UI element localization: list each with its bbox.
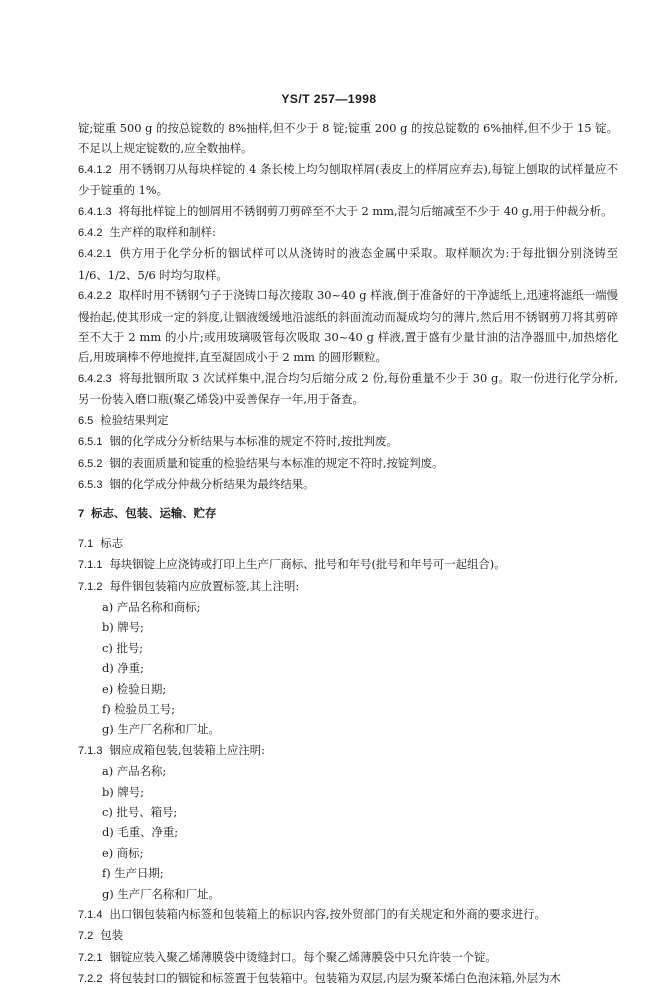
clause-6-4-1-3: [78, 201, 618, 222]
clause-text: 将每批铟所取 3 次试样集中,混合均匀后缩分成 2 份,每份重量不少于 30 g。取一份进行化学分析,另一份装入磨口瓶(聚乙烯袋)中妥善保存一年,用于备查。: [78, 370, 618, 407]
clause-text: 出口铟包装箱内标签和包装箱上的标识内容,按外贸部门的有关规定和外商的要求进行。: [109, 907, 546, 922]
clause-text: 将包装封口的铟锭和标签置于包装箱中。包装箱为双层,内层为聚苯烯白色泡沫箱,外层为木: [109, 971, 561, 986]
clause-6-5-1: [78, 431, 618, 452]
list-item: c) 批号、箱号;: [102, 805, 178, 819]
clause-6-4-2: [78, 222, 618, 243]
clause-6-4-2-3: [78, 368, 618, 410]
list-item: d) 净重;: [102, 661, 144, 676]
paragraph-continuation: 锭;锭重 500 g 的按总锭数的 8%抽样,但不少于 8 锭;锭重 200 g 的按总锭数的 6%抽样,但不少于 15 锭。不足以上规定锭数的,应全数抽样。: [78, 121, 618, 156]
list-item: e) 商标;: [102, 845, 144, 860]
clause-number: 6.5.1: [78, 436, 103, 449]
clause-number: 6.4.2: [78, 227, 103, 240]
clause-6-4-2-2: [78, 285, 618, 368]
clause-number: 7.1.3: [78, 744, 103, 757]
clause-number: 6.5: [78, 414, 94, 427]
clause-7-1-1: [78, 554, 618, 575]
clause-6-4-2-1: [78, 243, 618, 285]
clause-text: 取样时用不锈钢勺子于浇铸口每次接取 30~40 g 样液,倒于准备好的干净滤纸上,迅速将滤纸一端慢慢抬起,使其形成一定的斜度,让铟液缓缓地沿滤纸的斜面流动而凝成均匀的薄片,然后用不锈钢剪刀将其剪碎至不大于 2 mm 的小片;或用玻璃吸管每次吸取 30~40 g 样液,置于盛有少量甘油的洁净器皿中,加热熔化后,用玻璃棒不停地搅拌,直至凝固成小于 2 mm 的圆形颗粒。: [78, 288, 618, 365]
clause-6-4-1-2: [78, 159, 618, 201]
section-heading-7: [78, 503, 618, 524]
label-content-list: [78, 597, 618, 740]
clause-7-2-2: [78, 968, 618, 989]
document-body: [78, 118, 618, 990]
clause-text: 生产样的取样和制样:: [109, 225, 216, 240]
clause-7-1-4: [78, 904, 618, 925]
list-item: g) 生产厂名称和厂址。: [102, 722, 220, 737]
clause-7-2: [78, 925, 618, 946]
clause-text: 标志: [100, 535, 124, 550]
clause-number: 7.1: [78, 537, 94, 550]
list-item: b) 牌号;: [102, 784, 144, 799]
clause-text: 铟锭应装入聚乙烯薄膜袋中烫缝封口。每个聚乙烯薄膜袋中只允许装一个锭。: [109, 949, 497, 964]
section-title: 标志、包装、运输、贮存: [91, 506, 217, 521]
clause-number: 7.1.2: [78, 580, 103, 593]
clause-text: 铟的化学成分分析结果与本标准的规定不符时,按批判废。: [109, 434, 398, 449]
clause-text: 将每批样锭上的刨屑用不锈钢剪刀剪碎至不大于 2 mm,混匀后缩减至不少于 40 g,用于仲裁分析。: [118, 203, 613, 218]
clause-number: 6.5.3: [78, 478, 103, 491]
list-item: a) 产品名称和商标;: [102, 599, 201, 614]
clause-text: 包装: [100, 928, 124, 943]
page-header: YS/T 257—1998: [281, 92, 377, 106]
list-item: e) 检验日期;: [102, 681, 167, 696]
clause-number: 7.1.4: [78, 909, 103, 922]
clause-number: 6.5.2: [78, 457, 103, 470]
clause-text: 用不锈钢刀从每块样锭的 4 条长棱上均匀刨取样屑(表皮上的样屑应弃去),每锭上刨取的试样量应不少于锭重的 1%。: [78, 161, 618, 198]
list-item: g) 生产厂名称和厂址。: [102, 886, 220, 901]
clause-text: 铟的表面质量和锭重的检验结果与本标准的规定不符时,按锭判废。: [109, 455, 444, 470]
box-marking-list: [78, 761, 618, 904]
clause-number: 7.2.2: [78, 973, 103, 986]
clause-7-2-1: [78, 947, 618, 968]
clause-text: 铟的化学成分仲裁分析结果为最终结果。: [109, 476, 315, 491]
clause-7-1-2: [78, 576, 618, 597]
clause-6-5-3: [78, 474, 618, 495]
list-item: b) 牌号;: [102, 620, 144, 635]
clause-number: 7.2.1: [78, 951, 103, 964]
clause-number: 6.4.2.3: [78, 372, 112, 385]
clause-6-5: [78, 410, 618, 431]
clause-number: 6.4.2.1: [78, 248, 112, 261]
clause-7-1: [78, 533, 618, 554]
clause-number: 6.4.1.3: [78, 205, 112, 218]
clause-number: 6.4.2.2: [78, 290, 112, 303]
clause-6-5-2: [78, 453, 618, 474]
clause-text: 每件铟包装箱内应放置标签,其上注明:: [109, 578, 300, 593]
clause-number: 6.4.1.2: [78, 163, 112, 176]
section-number: 7: [78, 508, 85, 521]
clause-text: 铟应成箱包装,包装箱上应注明:: [109, 742, 266, 757]
list-item: d) 毛重、净重;: [102, 825, 179, 840]
clause-text: 供方用于化学分析的铟试样可以从浇铸时的液态金属中采取。取样顺次为:于每批铟分别浇铸至 1/6、1/2、5/6 时均匀取样。: [78, 246, 618, 282]
clause-number: 7.1.1: [78, 559, 103, 572]
list-item: f) 生产日期;: [102, 866, 164, 881]
clause-7-1-3: [78, 740, 618, 761]
list-item: f) 检验员工号;: [102, 701, 176, 716]
clause-text: 检验结果判定: [100, 412, 169, 427]
clause-number: 7.2: [78, 930, 94, 943]
list-item: c) 批号;: [102, 640, 144, 655]
clause-text: 每块铟锭上应浇铸或打印上生产厂商标、批号和年号(批号和年号可一起组合)。: [109, 557, 506, 572]
list-item: a) 产品名称;: [102, 764, 167, 779]
